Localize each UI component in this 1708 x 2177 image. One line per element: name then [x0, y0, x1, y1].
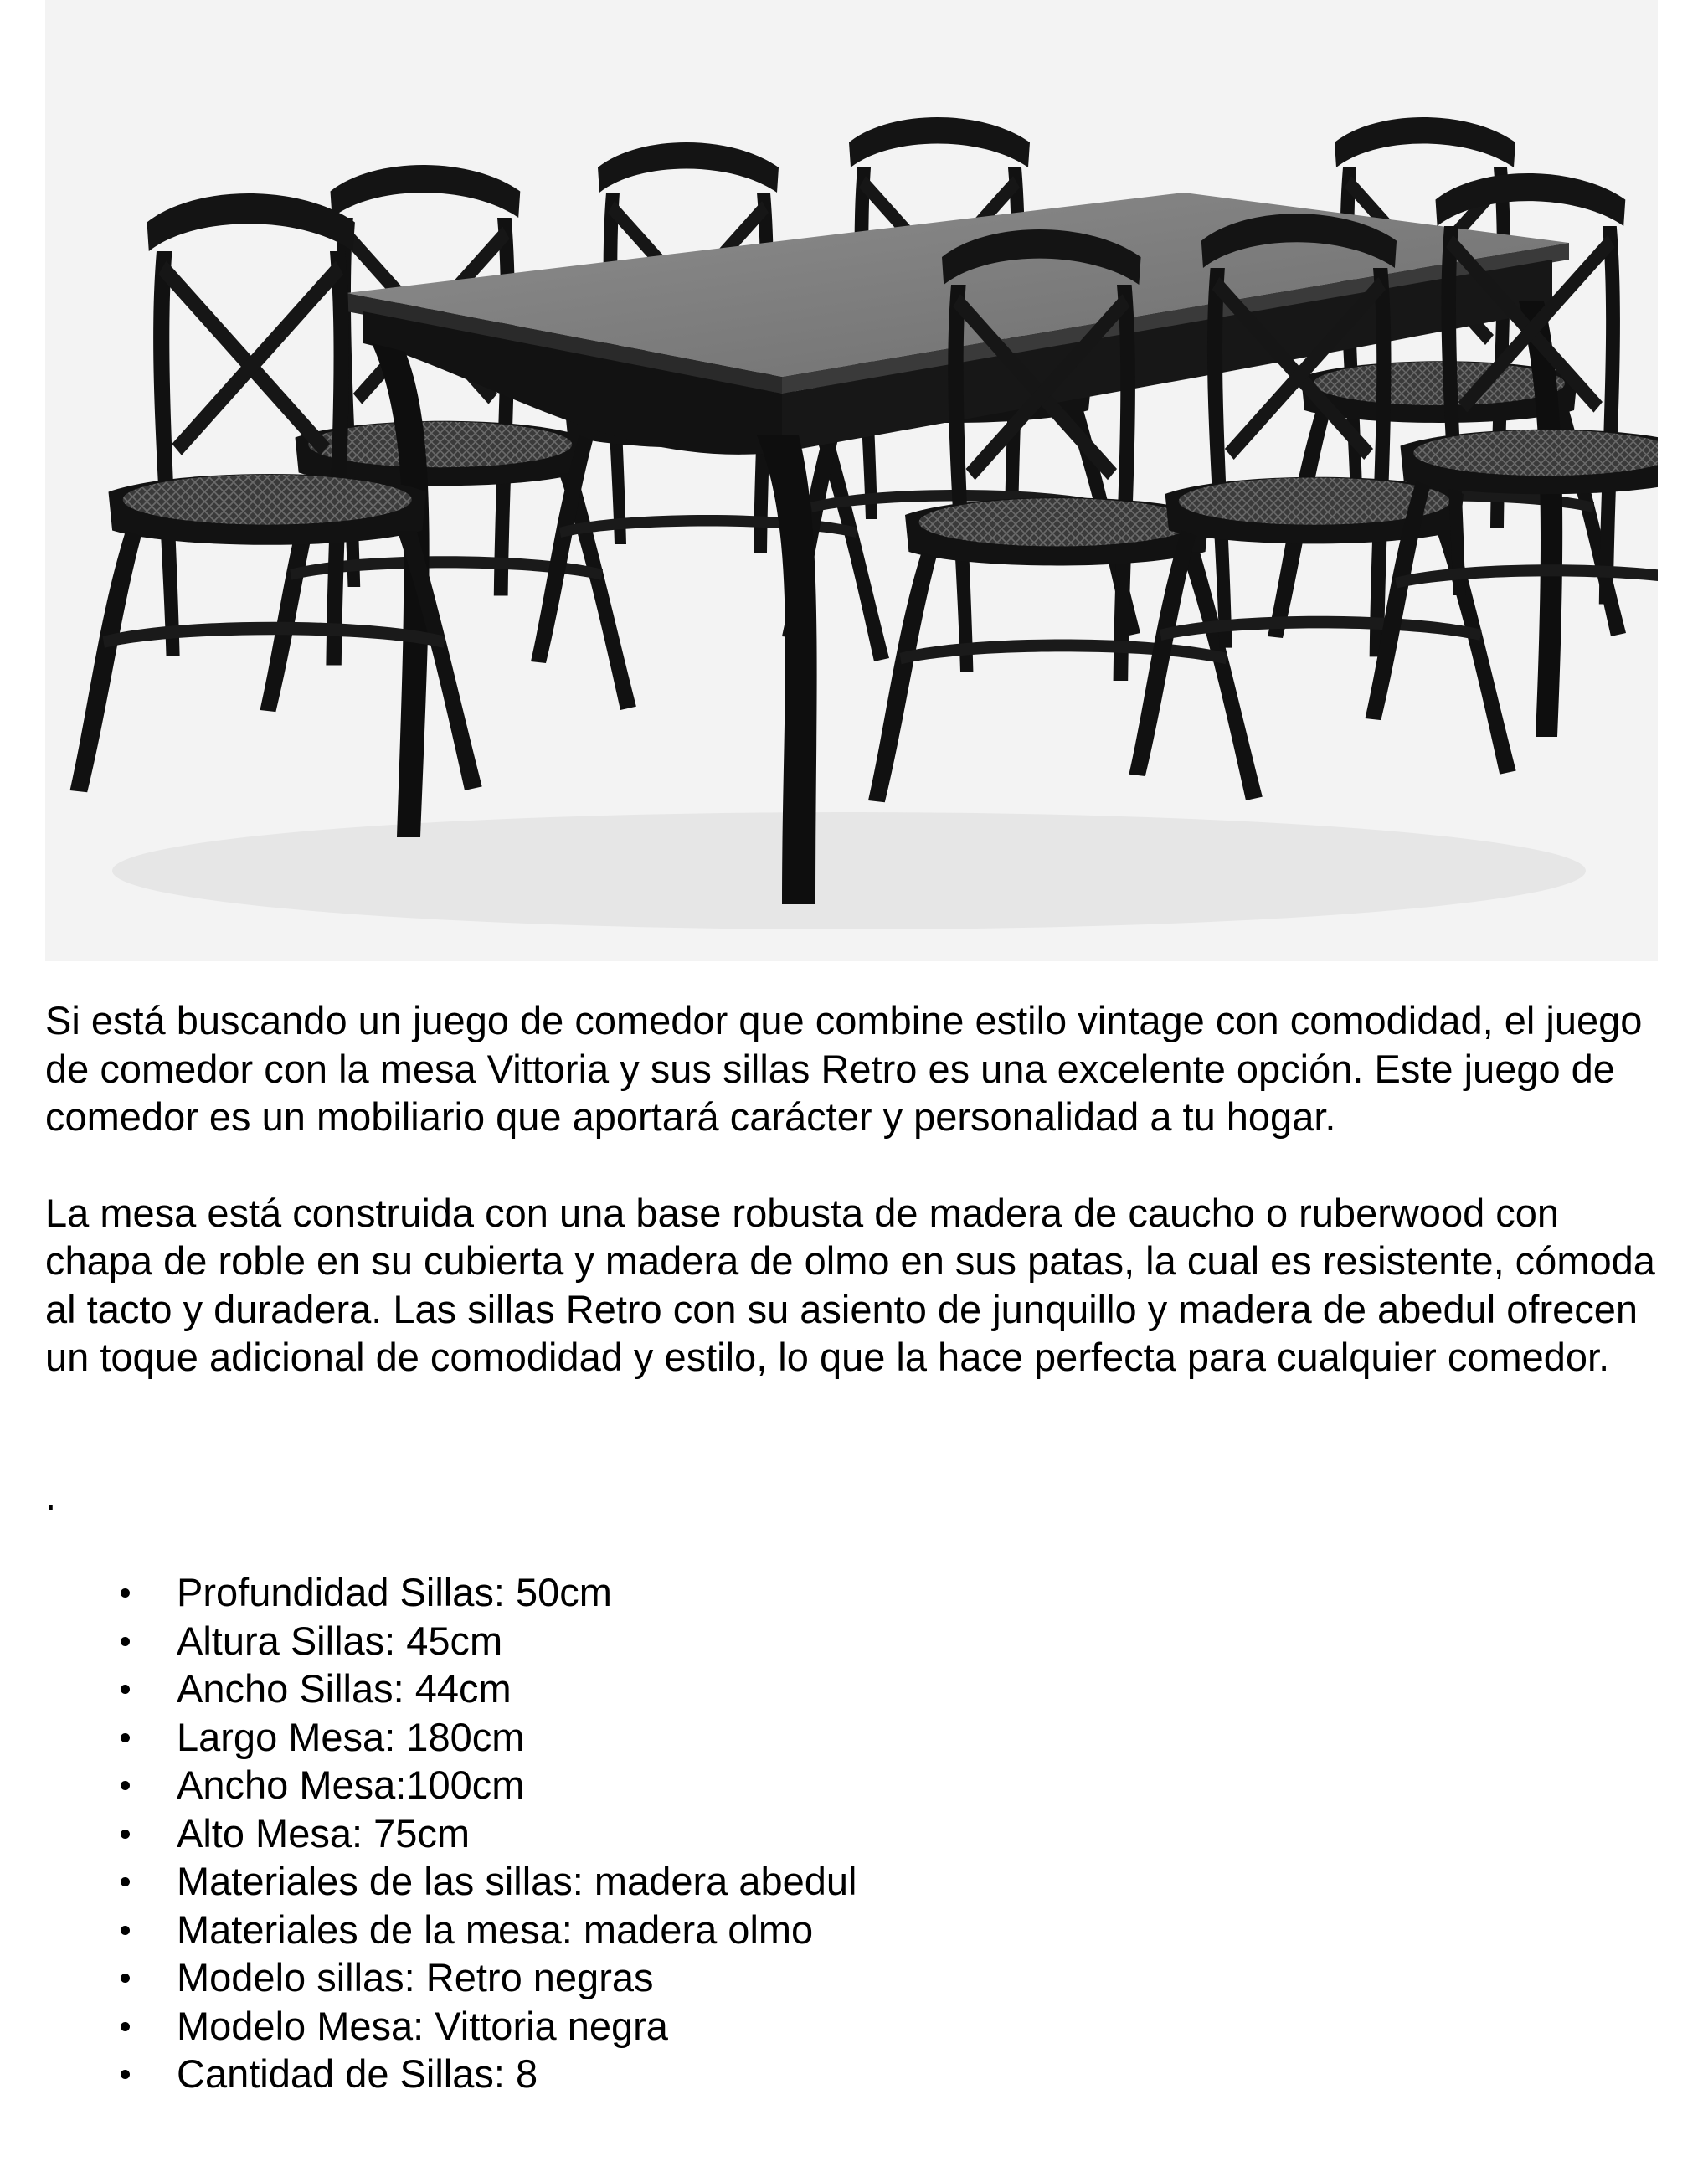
bullet-icon	[121, 2022, 130, 2031]
list-item	[45, 1617, 1661, 1665]
list-item	[45, 1953, 1661, 2002]
bullet-icon	[121, 1588, 130, 1598]
spec-text: Ancho Mesa:100cm	[177, 1763, 525, 1807]
bullet-icon	[121, 1830, 130, 1839]
bullet-icon	[121, 1637, 130, 1646]
list-item	[45, 1857, 1661, 1906]
bullet-icon	[121, 1733, 130, 1742]
list-item	[45, 1809, 1661, 1858]
separator-dot: .	[45, 1473, 57, 1518]
list-item	[45, 1906, 1661, 1954]
list-item	[45, 2050, 1661, 2098]
bullet-icon	[121, 1974, 130, 1983]
dining-set-image	[45, 0, 1658, 961]
product-photo	[45, 0, 1658, 961]
list-item	[45, 2002, 1661, 2051]
spec-text: Cantidad de Sillas: 8	[177, 2051, 538, 2096]
product-description	[45, 996, 1666, 2098]
spec-text: Largo Mesa: 180cm	[177, 1714, 525, 1759]
specs-list	[45, 1568, 1661, 2098]
list-item	[45, 1761, 1661, 1809]
spec-text: Materiales de la mesa: madera olmo	[177, 1907, 814, 1952]
spec-text: Materiales de las sillas: madera abedul	[177, 1859, 857, 1903]
bullet-icon	[121, 2070, 130, 2079]
list-item	[45, 1713, 1661, 1762]
bullet-icon	[121, 1781, 130, 1790]
bullet-icon	[121, 1926, 130, 1935]
spec-text: Modelo sillas: Retro negras	[177, 1955, 654, 1999]
materials-paragraph: La mesa está construida con una base robusta de madera de caucho o ruberwood con chapa de roble en su cubierta y madera de olmo en sus patas, la cual es resistente, cómoda al tacto y duradera. Las sillas Retro con su asiento de junquillo y madera de abedul ofrecen un toque adicional de comodidad y estilo, lo que la hace perfecta para cualquier comedor.	[45, 1190, 1666, 1379]
bullet-icon	[121, 1685, 130, 1694]
spec-text: Profundidad Sillas: 50cm	[177, 1570, 612, 1614]
list-item	[45, 1665, 1661, 1713]
list-item	[45, 1568, 1661, 1617]
intro-paragraph: Si está buscando un juego de comedor que combine estilo vintage con comodidad, el juego de comedor con la mesa Vittoria y sus sillas Retro es una excelente opción. Este juego de comedor es un mobiliario que aportará carácter y personalidad a tu hogar.	[45, 998, 1654, 1139]
spec-text: Alto Mesa: 75cm	[177, 1810, 471, 1855]
spec-text: Ancho Sillas: 44cm	[177, 1666, 512, 1711]
spec-text: Modelo Mesa: Vittoria negra	[177, 2003, 668, 2048]
spec-text: Altura Sillas: 45cm	[177, 1618, 503, 1663]
bullet-icon	[121, 1877, 130, 1886]
